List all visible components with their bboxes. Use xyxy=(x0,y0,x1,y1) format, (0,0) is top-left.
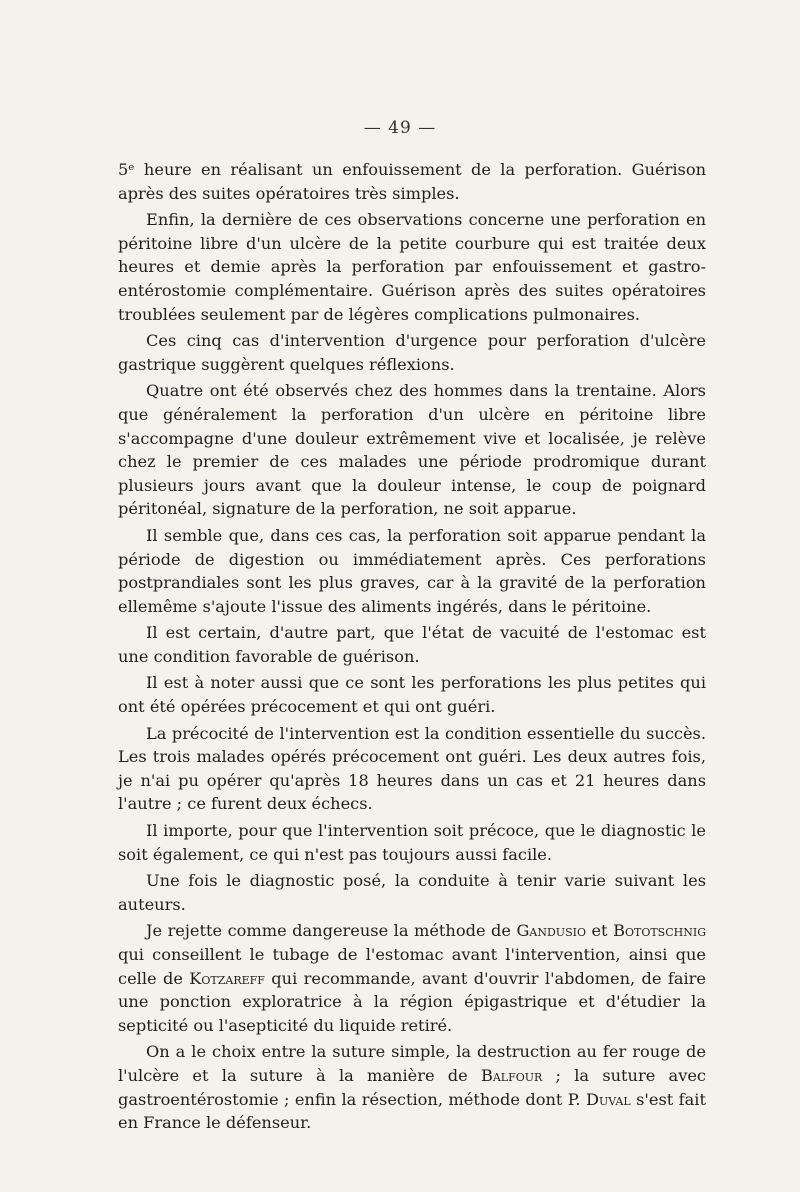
author-duval: Duval xyxy=(585,1089,631,1109)
p11-text-c: qui conseillent le tubage de l'estomac avant l'intervention, ainsi que celle de xyxy=(118,945,706,988)
paragraph-10: Une fois le diagnostic posé, la conduite à tenir varie suivant les auteurs. xyxy=(118,871,706,914)
paragraph-1: 5ᵉ heure en réalisant un enfouissement de la perforation. Guérison après des suites opératoires très simples. xyxy=(118,160,706,203)
paragraph-8: La précocité de l'intervention est la condition essentielle du succès. Les trois malades opérés précocement ont guéri. Les deux autres fois, je n'ai pu opérer qu'après 18 heures dans un cas et 21 heures dans l'autre ; ce furent deux échecs. xyxy=(118,723,706,814)
p12-text-b: ; la suture avec gastroentérostomie ; enfin la résection, méthode dont P. xyxy=(118,1065,706,1109)
paragraph-4: Quatre ont été observés chez des hommes dans la trentaine. Alors que généralement la perforation d'un ulcère en péritoine libre s'accompagne d'une douleur extrêmement vive et localisée, je relève chez le premier de ces malades une période prodromique durant plusieurs jours avant que la douleur intense, le coup de poignard péritonéal, signature de la perforation, ne soit apparue. xyxy=(118,381,706,519)
paragraph-3: Ces cinq cas d'intervention d'urgence pour perforation d'ulcère gastrique suggèrent quelques réflexions. xyxy=(118,331,706,374)
author-gandusio: Gandusio xyxy=(516,921,586,941)
p12-text-a: On a le choix entre la suture simple, la destruction au fer rouge de l'ulcère et la suture à la manière de xyxy=(118,1042,706,1085)
body-text xyxy=(118,158,706,1138)
author-kotzareff: Kotzareff xyxy=(189,968,265,988)
paragraph-5: Il semble que, dans ces cas, la perforation soit apparue pendant la période de digestion ou immédiatement après. Ces perforations postprandiales sont les plus graves, car à la gravité de la perforation ellemême s'ajoute l'issue des aliments ingérés, dans le péritoine. xyxy=(118,525,706,616)
paragraph-6: Il est certain, d'autre part, que l'état de vacuité de l'estomac est une condition favorable de guérison. xyxy=(118,623,706,666)
paragraph-11 xyxy=(118,919,706,1040)
p12-text-c: s'est fait en France le défenseur. xyxy=(118,1089,706,1133)
paragraph-12 xyxy=(118,1040,706,1137)
author-balfour: Balfour xyxy=(480,1065,543,1085)
p11-text-b: et xyxy=(585,921,614,941)
p11-text-a: Je rejette comme dangereuse la méthode de xyxy=(146,921,517,941)
paragraph-2: Enfin, la dernière de ces observations concerne une perforation en péritoine libre d'un ulcère de la petite courbure qui est traitée deux heures et demie après la perforation par enfouissement et gastro-entérostomie complémentaire. Guérison après des suites opératoires troublées seulement par de légères complications pulmonaires. xyxy=(118,210,706,324)
author-bototschnig: Bototschnig xyxy=(613,921,706,941)
paragraph-9: Il importe, pour que l'intervention soit précoce, que le diagnostic le soit également, ce qui n'est pas toujours aussi facile. xyxy=(118,821,706,864)
p11-text-d: qui recommande, avant d'ouvrir l'abdomen, de faire une ponction exploratrice à la région épigastrique et d'étudier la septicité ou l'asepticité du liquide retiré. xyxy=(118,968,706,1035)
page-number: — 49 — xyxy=(363,118,437,138)
paragraph-7: Il est à noter aussi que ce sont les perforations les plus petites qui ont été opérées précocement et qui ont guéri. xyxy=(118,673,706,717)
